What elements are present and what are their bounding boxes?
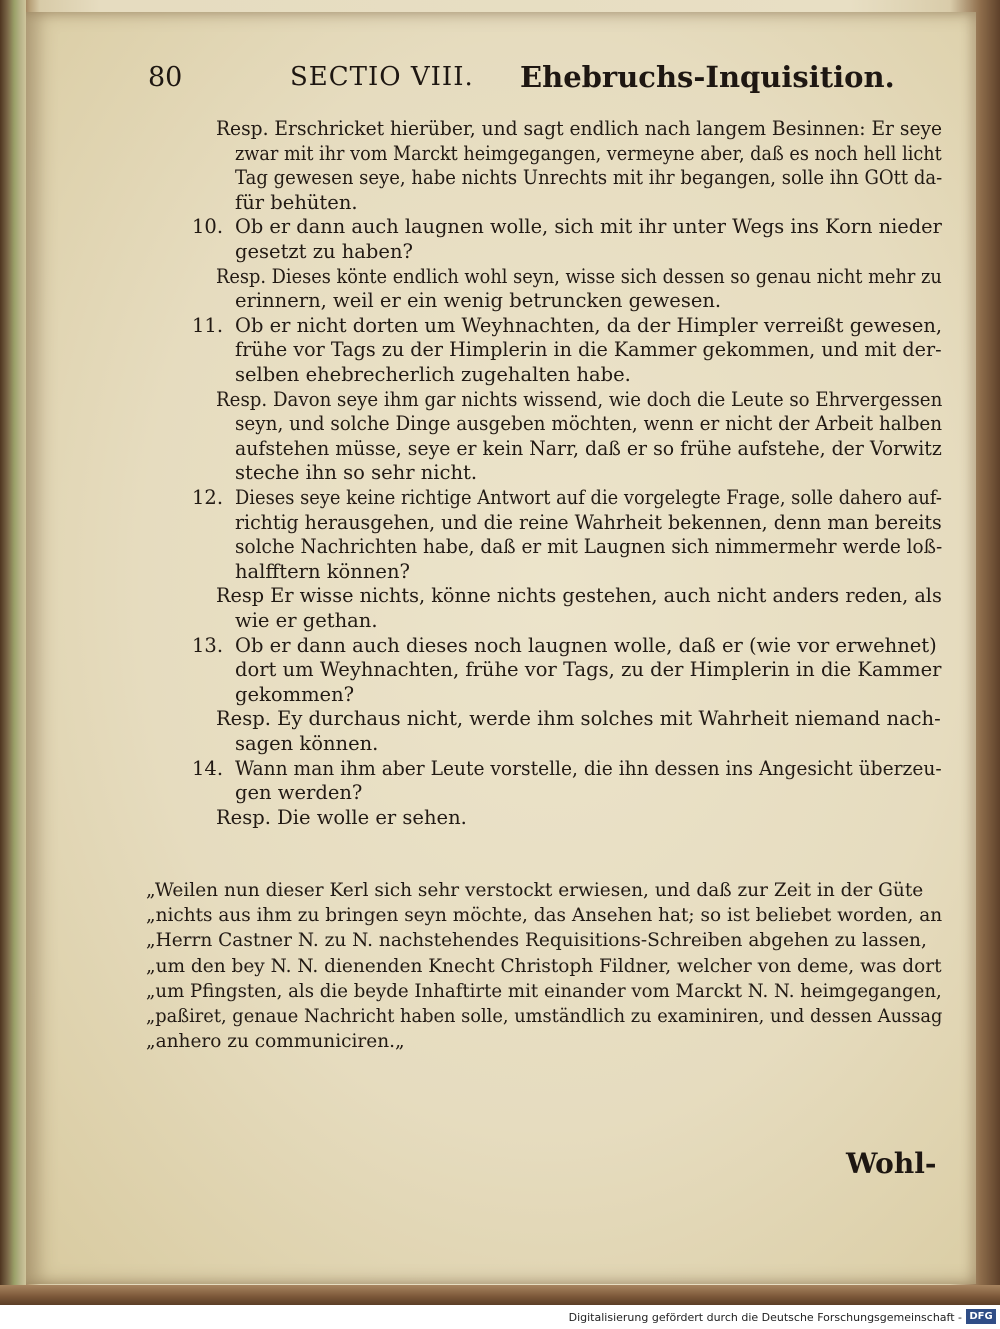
text-line: frühe vor Tags zu der Himplerin in die Kammer gekommen, und mit der- [235,338,942,362]
paragraph-line: „paßiret, genaue Nachricht haben solle, umständlich zu examiniren, und dessen Aussag [146,1006,943,1027]
question-number: 11. [192,313,224,337]
paragraph-line: „nichts aus ihm zu bringen seyn möchte, das Ansehen hat; so ist beliebet worden, an [146,905,943,927]
paragraph-line: „Herrn Castner N. zu N. nachstehendes Requisitions-Schreiben abgehen zu lassen, [146,930,927,952]
text-line: wie er gethan. [235,609,378,632]
text-line: Resp Er wisse nichts, könne nichts gestehen, auch nicht anders reden, als [216,584,942,608]
text-line: Resp. Ey durchaus nicht, werde ihm solches mit Wahrheit niemand nach- [216,707,941,731]
text-line: Tag gewesen seye, habe nichts Unrechts mit ihr begangen, solle ihn GOtt da- [235,166,943,190]
text-line: sagen können. [235,732,379,755]
text-line: Ob er nicht dorten um Weyhnachten, da der Himpler verreißt gewesen, [235,313,943,337]
book-cover-edge [0,1285,1000,1305]
text-line: aufstehen müsse, seye er kein Narr, daß er so frühe aufstehe, der Vorwitz [235,436,942,460]
text-line: Ob er dann auch laugnen wolle, sich mit ihr unter Wegs ins Korn nieder [235,215,942,239]
catchword: Wohl- [846,1147,937,1180]
text-line: Wann man ihm aber Leute vorstelle, die ihn dessen ins Angesicht überzeu- [235,756,942,780]
text-line: richtig herausgehen, und die reine Wahrheit bekennen, denn man bereits [235,510,942,534]
text-line: halfftern können? [235,559,410,583]
page-number: 80 [148,62,183,93]
question-number: 13. [192,633,224,657]
paragraph-line: „um den bey N. N. dienenden Knecht Christoph Fildner, welcher von deme, was dort [146,955,942,977]
text-line: gesetzt zu haben? [235,240,413,263]
text-line: für behüten. [235,190,358,214]
text-line: Resp. Dieses könte endlich wohl seyn, wisse sich dessen so genau nicht mehr zu [216,264,942,288]
question-number: 12. [192,486,224,509]
text-line: gekommen? [235,682,355,706]
text-line: seyn, und solche Dinge ausgeben möchten, wenn er nicht der Arbeit halben [235,412,943,436]
question-number: 10. [192,215,224,239]
running-title: Ehebruchs-Inquisition. [520,60,895,94]
text-line: Resp. Erschricket hierüber, und sagt endlich nach langem Besinnen: Er seye [216,117,943,140]
text-line: gen werden? [235,781,363,805]
digitization-credit: Digitalisierung gefördert durch die Deutsche Forschungsgemeinschaft - [568,1311,962,1324]
book-gutter [0,0,26,1290]
paragraph-line: „Weilen nun dieser Kerl sich sehr verstockt erwiesen, und daß zur Zeit in der Güte [146,880,924,901]
text-line: solche Nachrichten habe, daß er mit Laugnen sich nimmermehr werde loß- [235,535,943,559]
text-line: Resp. Die wolle er sehen. [216,805,467,829]
text-line: Dieses seye keine richtige Antwort auf die vorgelegte Frage, solle dahero auf- [235,486,942,509]
text-line: erinnern, weil er ein wenig betruncken gewesen. [235,289,722,313]
paragraph-line: „anhero zu communiciren.„ [146,1031,405,1053]
text-line: Resp. Davon seye ihm gar nichts wissend, wie doch die Leute so Ehrvergessen [216,387,943,411]
paragraph-line: „um Pfingsten, als die beyde Inhaftirte mit einander vom Marckt N. N. heimgegangen, [146,980,942,1002]
text-line: Ob er dann auch dieses noch laugnen wolle, daß er (wie vor erwehnet) [235,633,937,657]
dfg-logo: DFG [966,1309,996,1324]
text-line: steche ihn so sehr nicht. [235,461,478,485]
running-header [148,62,938,108]
text-line: dort um Weyhnachten, frühe vor Tags, zu der Himplerin in die Kammer [235,658,942,682]
text-line: selben ehebrecherlich zugehalten habe. [235,363,631,386]
section-heading: SECTIO VIII. [290,62,474,92]
text-line: zwar mit ihr vom Marckt heimgegangen, vermeyne aber, daß es noch hell licht [235,141,942,165]
question-number: 14. [192,756,224,780]
